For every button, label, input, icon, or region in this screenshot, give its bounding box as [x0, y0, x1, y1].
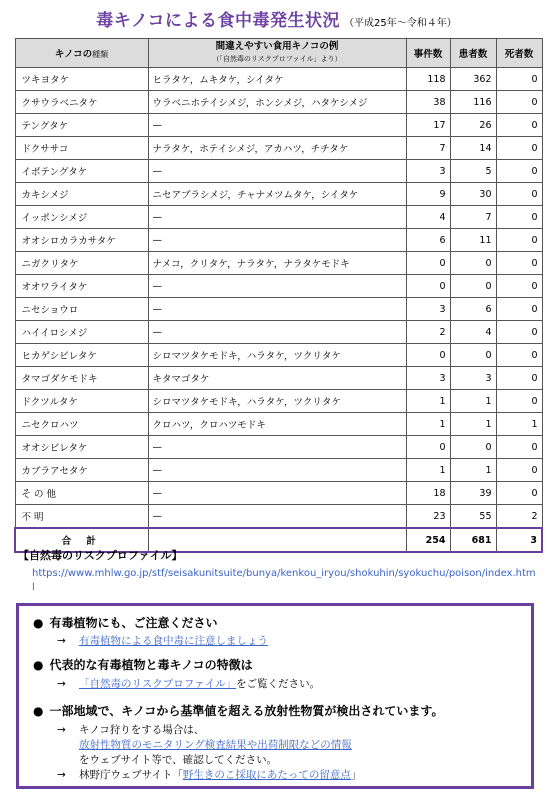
row-name: ヒカゲシビレタケ — [15, 344, 148, 367]
row-patients: 0 — [450, 275, 496, 298]
notice-sub-3c: をウェブサイト等で、確認してください。 — [79, 754, 278, 766]
total-empty — [148, 528, 406, 552]
row-deaths: 0 — [496, 390, 542, 413]
row-deaths: 0 — [496, 91, 542, 114]
row-cases: 1 — [406, 413, 450, 436]
total-cases: 254 — [406, 528, 450, 552]
arrow-icon: → — [57, 724, 66, 736]
row-cases: 18 — [406, 482, 450, 505]
page-title: 毒キノコによる食中毒発生状況 — [96, 11, 341, 31]
row-deaths: 2 — [496, 505, 542, 529]
row-mistaken: シロマツタケモドキ，ハラタケ，ツクリタケ — [148, 344, 406, 367]
row-mistaken: ニセアブラシメジ，チャナメツムタケ，シイタケ — [148, 183, 406, 206]
row-deaths: 0 — [496, 436, 542, 459]
row-patients: 1 — [450, 459, 496, 482]
row-cases: 2 — [406, 321, 450, 344]
row-deaths: 0 — [496, 275, 542, 298]
row-cases: 0 — [406, 275, 450, 298]
row-patients: 55 — [450, 505, 496, 529]
row-cases: 1 — [406, 390, 450, 413]
row-name: オオワライタケ — [15, 275, 148, 298]
arrow-icon: → — [57, 678, 66, 690]
table-row — [15, 436, 542, 459]
row-cases: 1 — [406, 459, 450, 482]
header-patients: 患者数 — [450, 39, 496, 68]
table-row — [15, 68, 542, 91]
row-name: ニガクリタケ — [15, 252, 148, 275]
toxic-plants-link[interactable]: 有毒植物による食中毒に注意しましょう — [79, 635, 268, 647]
row-deaths: 0 — [496, 459, 542, 482]
table-header-row — [15, 39, 542, 68]
row-patients: 14 — [450, 137, 496, 160]
row-patients: 0 — [450, 436, 496, 459]
table-row — [15, 137, 542, 160]
row-mistaken: ウラベニホテイシメジ，ホンシメジ，ハタケシメジ — [148, 91, 406, 114]
poisoning-table — [14, 38, 543, 553]
row-name: ニセクロハツ — [15, 413, 148, 436]
row-cases: 17 — [406, 114, 450, 137]
row-mistaken: — — [148, 436, 406, 459]
table-row — [15, 505, 542, 529]
row-deaths: 0 — [496, 114, 542, 137]
row-patients: 3 — [450, 367, 496, 390]
row-cases: 0 — [406, 252, 450, 275]
notice-sub-1 — [57, 633, 268, 648]
table-row — [15, 91, 542, 114]
row-patients: 1 — [450, 413, 496, 436]
row-name: クサウラベニタケ — [15, 91, 148, 114]
bullet-icon: ● — [33, 616, 44, 630]
row-mistaken: — — [148, 206, 406, 229]
row-name: ドクツルタケ — [15, 390, 148, 413]
total-label: 合 計 — [15, 528, 148, 552]
notice-bullet-1: ● 有毒植物にも、ご注意ください — [33, 616, 218, 630]
table-row — [15, 275, 542, 298]
row-deaths: 0 — [496, 137, 542, 160]
row-patients: 4 — [450, 321, 496, 344]
row-mistaken: ヒラタケ，ムキタケ，シイタケ — [148, 68, 406, 91]
row-cases: 9 — [406, 183, 450, 206]
row-cases: 23 — [406, 505, 450, 529]
notice-sub-3d: → 林野庁ウェブサイト「野生きのこ採取にあたっての留意点」 — [57, 769, 362, 781]
arrow-icon: → — [57, 769, 66, 781]
row-patients: 30 — [450, 183, 496, 206]
forestry-agency-link[interactable]: 野生きのこ採取にあたっての留意点 — [182, 769, 351, 781]
row-cases: 3 — [406, 298, 450, 321]
row-name: ドクササコ — [15, 137, 148, 160]
row-deaths: 0 — [496, 206, 542, 229]
row-name: テングタケ — [15, 114, 148, 137]
notice-sub-3b — [79, 737, 352, 752]
row-cases: 0 — [406, 344, 450, 367]
total-patients: 681 — [450, 528, 496, 552]
notice-bullet-3: ● 一部地域で、キノコから基準値を超える放射性物質が検出されています。 — [33, 704, 444, 718]
row-name: カキシメジ — [15, 183, 148, 206]
table-row — [15, 390, 542, 413]
row-name: オオシビレタケ — [15, 436, 148, 459]
row-deaths: 0 — [496, 298, 542, 321]
row-patients: 6 — [450, 298, 496, 321]
row-mistaken: — — [148, 321, 406, 344]
reference-title: 【自然毒のリスクプロファイル】 — [18, 549, 183, 562]
row-name: カブラアセタケ — [15, 459, 148, 482]
row-name: ハイイロシメジ — [15, 321, 148, 344]
row-name: そ の 他 — [15, 482, 148, 505]
row-mistaken: — — [148, 114, 406, 137]
row-patients: 7 — [450, 206, 496, 229]
row-mistaken: シロマツタケモドキ，ハラタケ，ツクリタケ — [148, 390, 406, 413]
row-mistaken: ナラタケ，ホテイシメジ，アカハツ，チチタケ — [148, 137, 406, 160]
row-mistaken: クロハツ，クロハツモドキ — [148, 413, 406, 436]
table-row — [15, 206, 542, 229]
row-mistaken: — — [148, 505, 406, 529]
notice-box — [16, 603, 534, 789]
table-row — [15, 459, 542, 482]
row-deaths: 1 — [496, 413, 542, 436]
row-deaths: 0 — [496, 160, 542, 183]
row-mistaken: — — [148, 482, 406, 505]
row-name: イッポンシメジ — [15, 206, 148, 229]
row-patients: 11 — [450, 229, 496, 252]
table-row — [15, 114, 542, 137]
row-deaths: 0 — [496, 367, 542, 390]
arrow-icon: → — [57, 635, 66, 647]
row-patients: 0 — [450, 252, 496, 275]
row-deaths: 0 — [496, 482, 542, 505]
row-cases: 6 — [406, 229, 450, 252]
row-deaths: 0 — [496, 229, 542, 252]
row-cases: 118 — [406, 68, 450, 91]
row-name: 不 明 — [15, 505, 148, 529]
title-row — [0, 6, 553, 31]
row-deaths: 0 — [496, 321, 542, 344]
row-patients: 0 — [450, 344, 496, 367]
row-mistaken: — — [148, 160, 406, 183]
row-mistaken: — — [148, 229, 406, 252]
table-row — [15, 367, 542, 390]
table-row — [15, 321, 542, 344]
period-label: （平成25年～令和４年） — [344, 18, 457, 29]
row-patients: 26 — [450, 114, 496, 137]
row-name: タマゴダケモドキ — [15, 367, 148, 390]
row-patients: 116 — [450, 91, 496, 114]
table-row — [15, 482, 542, 505]
row-mistaken: — — [148, 275, 406, 298]
row-name: ニセショウロ — [15, 298, 148, 321]
table-row — [15, 183, 542, 206]
row-cases: 0 — [406, 436, 450, 459]
row-patients: 362 — [450, 68, 496, 91]
row-cases: 7 — [406, 137, 450, 160]
risk-profile-link[interactable]: 「自然毒のリスクプロファイル」 — [79, 678, 237, 690]
bullet-icon: ● — [33, 658, 44, 672]
notice-bullet-2: ● 代表的な有毒植物と毒キノコの特徴は — [33, 658, 253, 672]
row-patients: 39 — [450, 482, 496, 505]
table-row — [15, 160, 542, 183]
header-kinoko: キノコの種類 — [15, 39, 148, 68]
row-cases: 3 — [406, 367, 450, 390]
row-cases: 38 — [406, 91, 450, 114]
row-mistaken: — — [148, 298, 406, 321]
row-mistaken: ナメコ，クリタケ，ナラタケ，ナラタケモドキ — [148, 252, 406, 275]
header-mistaken: 間違えやすい食用キノコの例 （「自然毒のリスクプロファイル」より） — [148, 39, 406, 68]
notice-sub-2: → 「自然毒のリスクプロファイル」をご覧ください。 — [57, 678, 321, 690]
total-deaths: 3 — [496, 528, 542, 552]
row-name: イボテングタケ — [15, 160, 148, 183]
reference-link[interactable]: https://www.mhlw.go.jp/stf/seisakunitsuite/bunya/kenkou_iryou/shokuhin/syokuchu/poison/index.html — [32, 568, 536, 593]
header-cases: 事件数 — [406, 39, 450, 68]
notice-sub-3a: → キノコ狩りをする場合は、 — [57, 724, 205, 736]
row-name: ツキヨタケ — [15, 68, 148, 91]
row-mistaken: — — [148, 459, 406, 482]
table-row — [15, 298, 542, 321]
row-deaths: 0 — [496, 252, 542, 275]
row-deaths: 0 — [496, 183, 542, 206]
bullet-icon: ● — [33, 704, 44, 718]
row-cases: 3 — [406, 160, 450, 183]
row-name: オオシロカラカサタケ — [15, 229, 148, 252]
table-row — [15, 413, 542, 436]
header-deaths: 死者数 — [496, 39, 542, 68]
row-deaths: 0 — [496, 68, 542, 91]
radiation-info-link[interactable]: 放射性物質のモニタリング検査結果や出荷制限などの情報 — [79, 739, 352, 751]
row-patients: 5 — [450, 160, 496, 183]
table-row — [15, 344, 542, 367]
table-row — [15, 252, 542, 275]
row-deaths: 0 — [496, 344, 542, 367]
table-row — [15, 229, 542, 252]
row-patients: 1 — [450, 390, 496, 413]
row-mistaken: キタマゴタケ — [148, 367, 406, 390]
row-cases: 4 — [406, 206, 450, 229]
